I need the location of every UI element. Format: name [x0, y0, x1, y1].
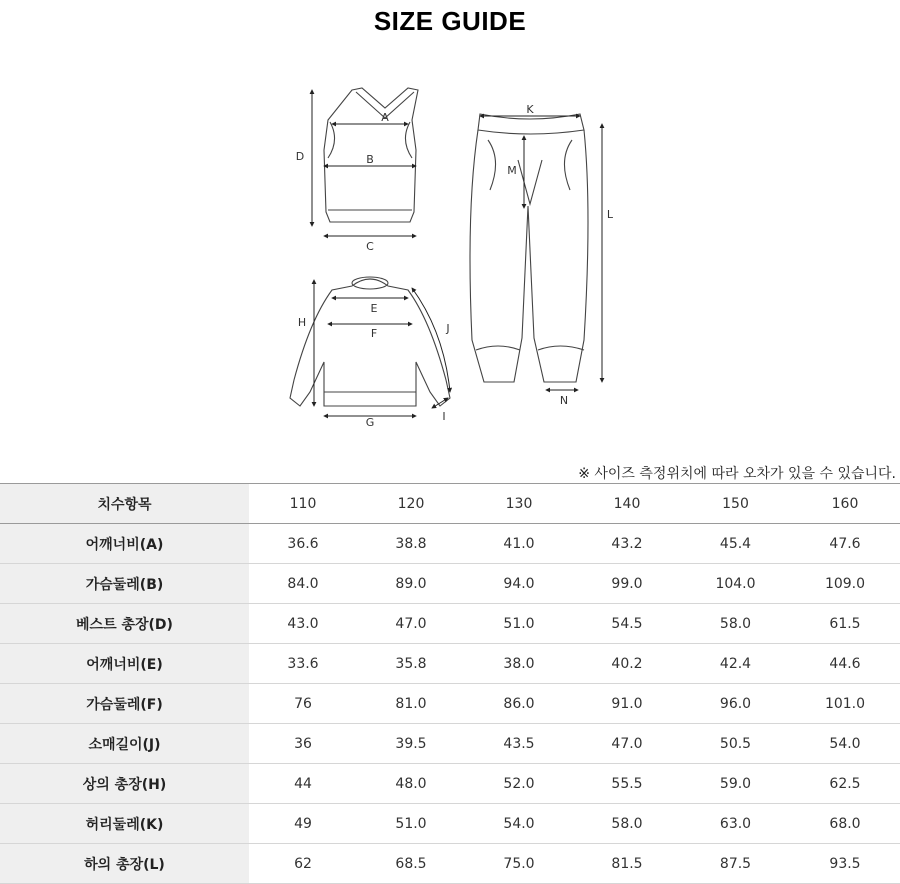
table-row: [0, 564, 900, 604]
label-l: L: [606, 208, 614, 221]
table-cell: 75.0: [465, 844, 573, 884]
table-cell: 55.5: [573, 764, 681, 804]
table-cell: 36: [249, 724, 357, 764]
table-cell: 36.6: [249, 524, 357, 564]
table-cell: 43.2: [573, 524, 681, 564]
table-row: [0, 724, 900, 764]
row-label: 가슴둘레(B): [0, 564, 249, 604]
table-cell: 68.5: [357, 844, 465, 884]
table-cell: 44.6: [790, 644, 900, 684]
measurement-diagram: [280, 80, 620, 430]
table-cell: 41.0: [465, 524, 573, 564]
sweatshirt-measure-lines: [314, 280, 450, 416]
table-row: [0, 604, 900, 644]
table-cell: 54.0: [790, 724, 900, 764]
table-cell: 87.5: [681, 844, 790, 884]
table-cell: 81.5: [573, 844, 681, 884]
table-cell: 48.0: [357, 764, 465, 804]
table-cell: 109.0: [790, 564, 900, 604]
table-cell: 43.5: [465, 724, 573, 764]
pants-drawing: [470, 114, 588, 382]
header-size-130: 130: [465, 484, 573, 524]
table-row: [0, 764, 900, 804]
row-label: 하의 총장(L): [0, 844, 249, 884]
table-row: [0, 684, 900, 724]
label-e: E: [370, 302, 378, 315]
table-cell: 47.0: [357, 604, 465, 644]
row-label: 상의 총장(H): [0, 764, 249, 804]
measurement-note: ※ 사이즈 측정위치에 따라 오차가 있을 수 있습니다.: [578, 466, 896, 482]
header-size-160: 160: [790, 484, 900, 524]
garment-illustration: [280, 80, 620, 430]
table-cell: 40.2: [573, 644, 681, 684]
table-cell: 59.0: [681, 764, 790, 804]
table-cell: 51.0: [465, 604, 573, 644]
table-cell: 58.0: [573, 804, 681, 844]
table-cell: 86.0: [465, 684, 573, 724]
label-f: F: [370, 327, 378, 340]
table-cell: 47.6: [790, 524, 900, 564]
table-cell: 35.8: [357, 644, 465, 684]
label-j: J: [446, 322, 450, 335]
label-c: C: [366, 240, 374, 253]
table-cell: 68.0: [790, 804, 900, 844]
row-label: 허리둘레(K): [0, 804, 249, 844]
label-k: K: [526, 103, 534, 116]
table-row: [0, 524, 900, 564]
table-cell: 49: [249, 804, 357, 844]
header-size-150: 150: [681, 484, 790, 524]
table-cell: 44: [249, 764, 357, 804]
label-g: G: [365, 416, 375, 429]
row-label: 어깨너비(E): [0, 644, 249, 684]
table-cell: 93.5: [790, 844, 900, 884]
label-h: H: [297, 316, 307, 329]
table-cell: 99.0: [573, 564, 681, 604]
table-cell: 61.5: [790, 604, 900, 644]
header-size-120: 120: [357, 484, 465, 524]
size-table-header: [0, 484, 900, 524]
table-cell: 43.0: [249, 604, 357, 644]
table-cell: 91.0: [573, 684, 681, 724]
label-n: N: [559, 394, 569, 407]
row-label: 가슴둘레(F): [0, 684, 249, 724]
table-row: [0, 644, 900, 684]
table-cell: 54.5: [573, 604, 681, 644]
size-table: [0, 483, 900, 884]
table-cell: 58.0: [681, 604, 790, 644]
table-cell: 96.0: [681, 684, 790, 724]
table-cell: 42.4: [681, 644, 790, 684]
table-cell: 54.0: [465, 804, 573, 844]
header-size-140: 140: [573, 484, 681, 524]
table-cell: 38.0: [465, 644, 573, 684]
table-cell: 62.5: [790, 764, 900, 804]
row-label: 베스트 총장(D): [0, 604, 249, 644]
label-b: B: [366, 153, 374, 166]
table-cell: 94.0: [465, 564, 573, 604]
table-cell: 38.8: [357, 524, 465, 564]
table-cell: 104.0: [681, 564, 790, 604]
row-label: 소매길이(J): [0, 724, 249, 764]
table-cell: 89.0: [357, 564, 465, 604]
label-a: A: [381, 111, 389, 124]
table-row: [0, 804, 900, 844]
table-cell: 101.0: [790, 684, 900, 724]
table-cell: 50.5: [681, 724, 790, 764]
table-cell: 33.6: [249, 644, 357, 684]
table-cell: 52.0: [465, 764, 573, 804]
page-title: SIZE GUIDE: [373, 6, 527, 36]
table-cell: 84.0: [249, 564, 357, 604]
row-label: 어깨너비(A): [0, 524, 249, 564]
header-size-110: 110: [249, 484, 357, 524]
label-m: M: [507, 164, 517, 177]
table-cell: 47.0: [573, 724, 681, 764]
vest-measure-lines: [312, 90, 416, 236]
table-cell: 39.5: [357, 724, 465, 764]
header-item: 치수항목: [0, 484, 249, 524]
label-i: I: [442, 410, 446, 423]
table-cell: 76: [249, 684, 357, 724]
table-cell: 63.0: [681, 804, 790, 844]
table-cell: 51.0: [357, 804, 465, 844]
table-row: [0, 844, 900, 884]
label-d: D: [295, 150, 305, 163]
table-cell: 81.0: [357, 684, 465, 724]
table-cell: 62: [249, 844, 357, 884]
table-cell: 45.4: [681, 524, 790, 564]
